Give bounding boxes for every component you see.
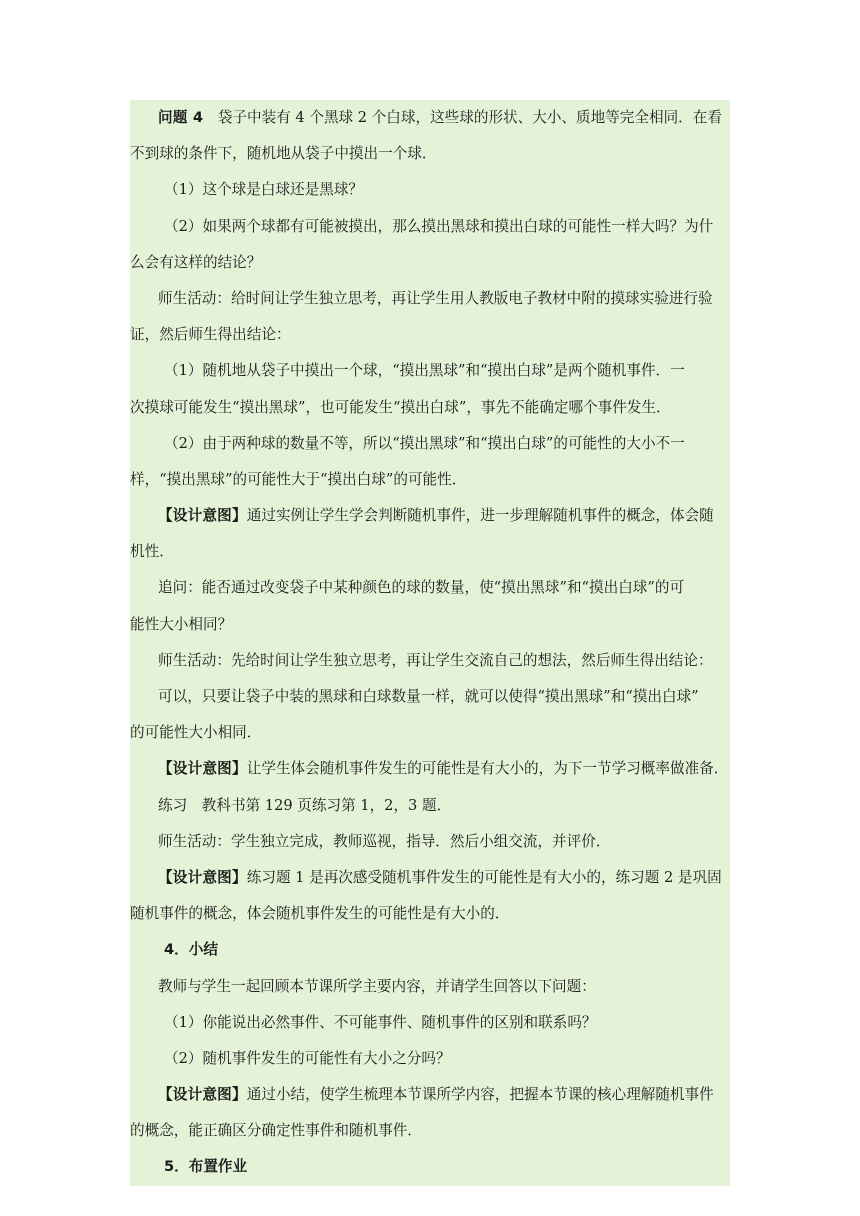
line-text: 师生活动：给时间让学生独立思考，再让学生用人教版电子教材中附的摸球实验进行验 (158, 289, 713, 307)
line-text: 次摸球可能发生“摸出黑球”，也可能发生“摸出白球”，事先不能确定哪个事件发生． (130, 398, 671, 416)
paragraph-line (130, 281, 730, 317)
paragraph-line (130, 317, 730, 353)
paragraph-line (130, 751, 730, 787)
design-intent-label: 【设计意图】 (158, 507, 247, 525)
line-text: 不到球的条件下，随机地从袋子中摸出一个球． (130, 145, 437, 163)
paragraph-line (130, 969, 730, 1005)
paragraph-line (130, 860, 730, 896)
paragraph-line (130, 209, 730, 245)
paragraph-line (130, 100, 730, 136)
paragraph-line (130, 1113, 730, 1149)
design-intent-label: 【设计意图】 (158, 868, 247, 886)
line-text: 的可能性大小相同． (130, 724, 262, 742)
paragraph-line (130, 245, 730, 281)
line-text: 的概念，能正确区分确定性事件和随机事件． (130, 1122, 422, 1140)
design-intent-label: 【设计意图】 (158, 760, 247, 778)
line-text: （1）你能说出必然事件、不可能事件、随机事件的区别和联系吗？ (164, 1013, 597, 1031)
line-text: 练习题 1 是再次感受随机事件发生的可能性是有大小的，练习题 2 是巩固 (246, 868, 722, 886)
line-text: （1）随机地从袋子中摸出一个球，“摸出黑球”和“摸出白球”是两个随机事件．一 (164, 362, 685, 380)
line-text: 练习 教科书第 129 页练习第 1，2，3 题． (158, 796, 452, 814)
section-heading-line (130, 1149, 730, 1185)
line-text: 师生活动：先给时间让学生独立思考，再让学生交流自己的想法，然后师生得出结论： (158, 651, 713, 669)
line-text: 师生活动：学生独立完成，教师巡视，指导．然后小组交流，并评价． (158, 832, 611, 850)
section-heading: 4．小结 (164, 941, 218, 959)
line-text: 追问：能否通过改变袋子中某种颜色的球的数量，使“摸出黑球”和“摸出白球”的可 (158, 579, 685, 597)
line-text: 通过实例让学生学会判断随机事件，进一步理解随机事件的概念，体会随 (246, 507, 714, 525)
paragraph-line (130, 1077, 730, 1113)
line-text: 随机事件的概念，体会随机事件发生的可能性是有大小的． (130, 905, 510, 923)
section-heading: 5．布置作业 (164, 1158, 248, 1176)
paragraph-line (130, 679, 730, 715)
line-text: 教师与学生一起回顾本节课所学主要内容，并请学生回答以下问题： (158, 977, 596, 995)
line-text: 证，然后师生得出结论： (130, 326, 291, 344)
paragraph-line (130, 824, 730, 860)
paragraph-line (130, 136, 730, 172)
paragraph-line (130, 353, 730, 389)
section-heading-line (130, 932, 730, 968)
problem-label: 问题 4 (158, 109, 204, 126)
paragraph-line (130, 426, 730, 462)
line-text: （2）由于两种球的数量不等，所以“摸出黑球”和“摸出白球”的可能性的大小不一 (164, 434, 685, 452)
paragraph-line (130, 715, 730, 751)
line-text: 机性． (130, 543, 174, 561)
line-text: 可以，只要让袋子中装的黑球和白球数量一样，就可以使得“摸出黑球”和“摸出白球” (158, 688, 699, 705)
line-text: 袋子中装有 4 个黑球 2 个白球，这些球的形状、大小、质地等完全相同．在看 (203, 109, 722, 126)
paragraph-line (130, 172, 730, 208)
paragraph-line (130, 390, 730, 426)
line-text: 样，“摸出黑球”的可能性大于“摸出白球”的可能性． (130, 470, 467, 488)
design-intent-label: 【设计意图】 (158, 1086, 247, 1104)
paragraph-line (130, 534, 730, 570)
paragraph-line (130, 462, 730, 498)
paragraph-line (130, 1005, 730, 1041)
paragraph-line (130, 788, 730, 824)
line-text: （2）如果两个球都有可能被摸出，那么摸出黑球和摸出白球的可能性一样大吗？为什 (164, 217, 714, 235)
paragraph-line (130, 570, 730, 606)
paragraph-line (130, 498, 730, 534)
line-text: 让学生体会随机事件发生的可能性是有大小的，为下一节学习概率做准备． (246, 760, 729, 778)
line-text: 么会有这样的结论？ (130, 253, 262, 271)
paragraph-line (130, 607, 730, 643)
paragraph-line (130, 896, 730, 932)
line-text: （2）随机事件发生的可能性有大小之分吗？ (164, 1049, 451, 1067)
paragraph-line (130, 1041, 730, 1077)
document-body (130, 100, 730, 1186)
line-text: 能性大小相同？ (130, 615, 233, 633)
line-text: 通过小结，使学生梳理本节课所学内容，把握本节课的核心理解随机事件 (246, 1086, 714, 1104)
line-text: （1）这个球是白球还是黑球？ (164, 181, 364, 199)
paragraph-line (130, 643, 730, 679)
